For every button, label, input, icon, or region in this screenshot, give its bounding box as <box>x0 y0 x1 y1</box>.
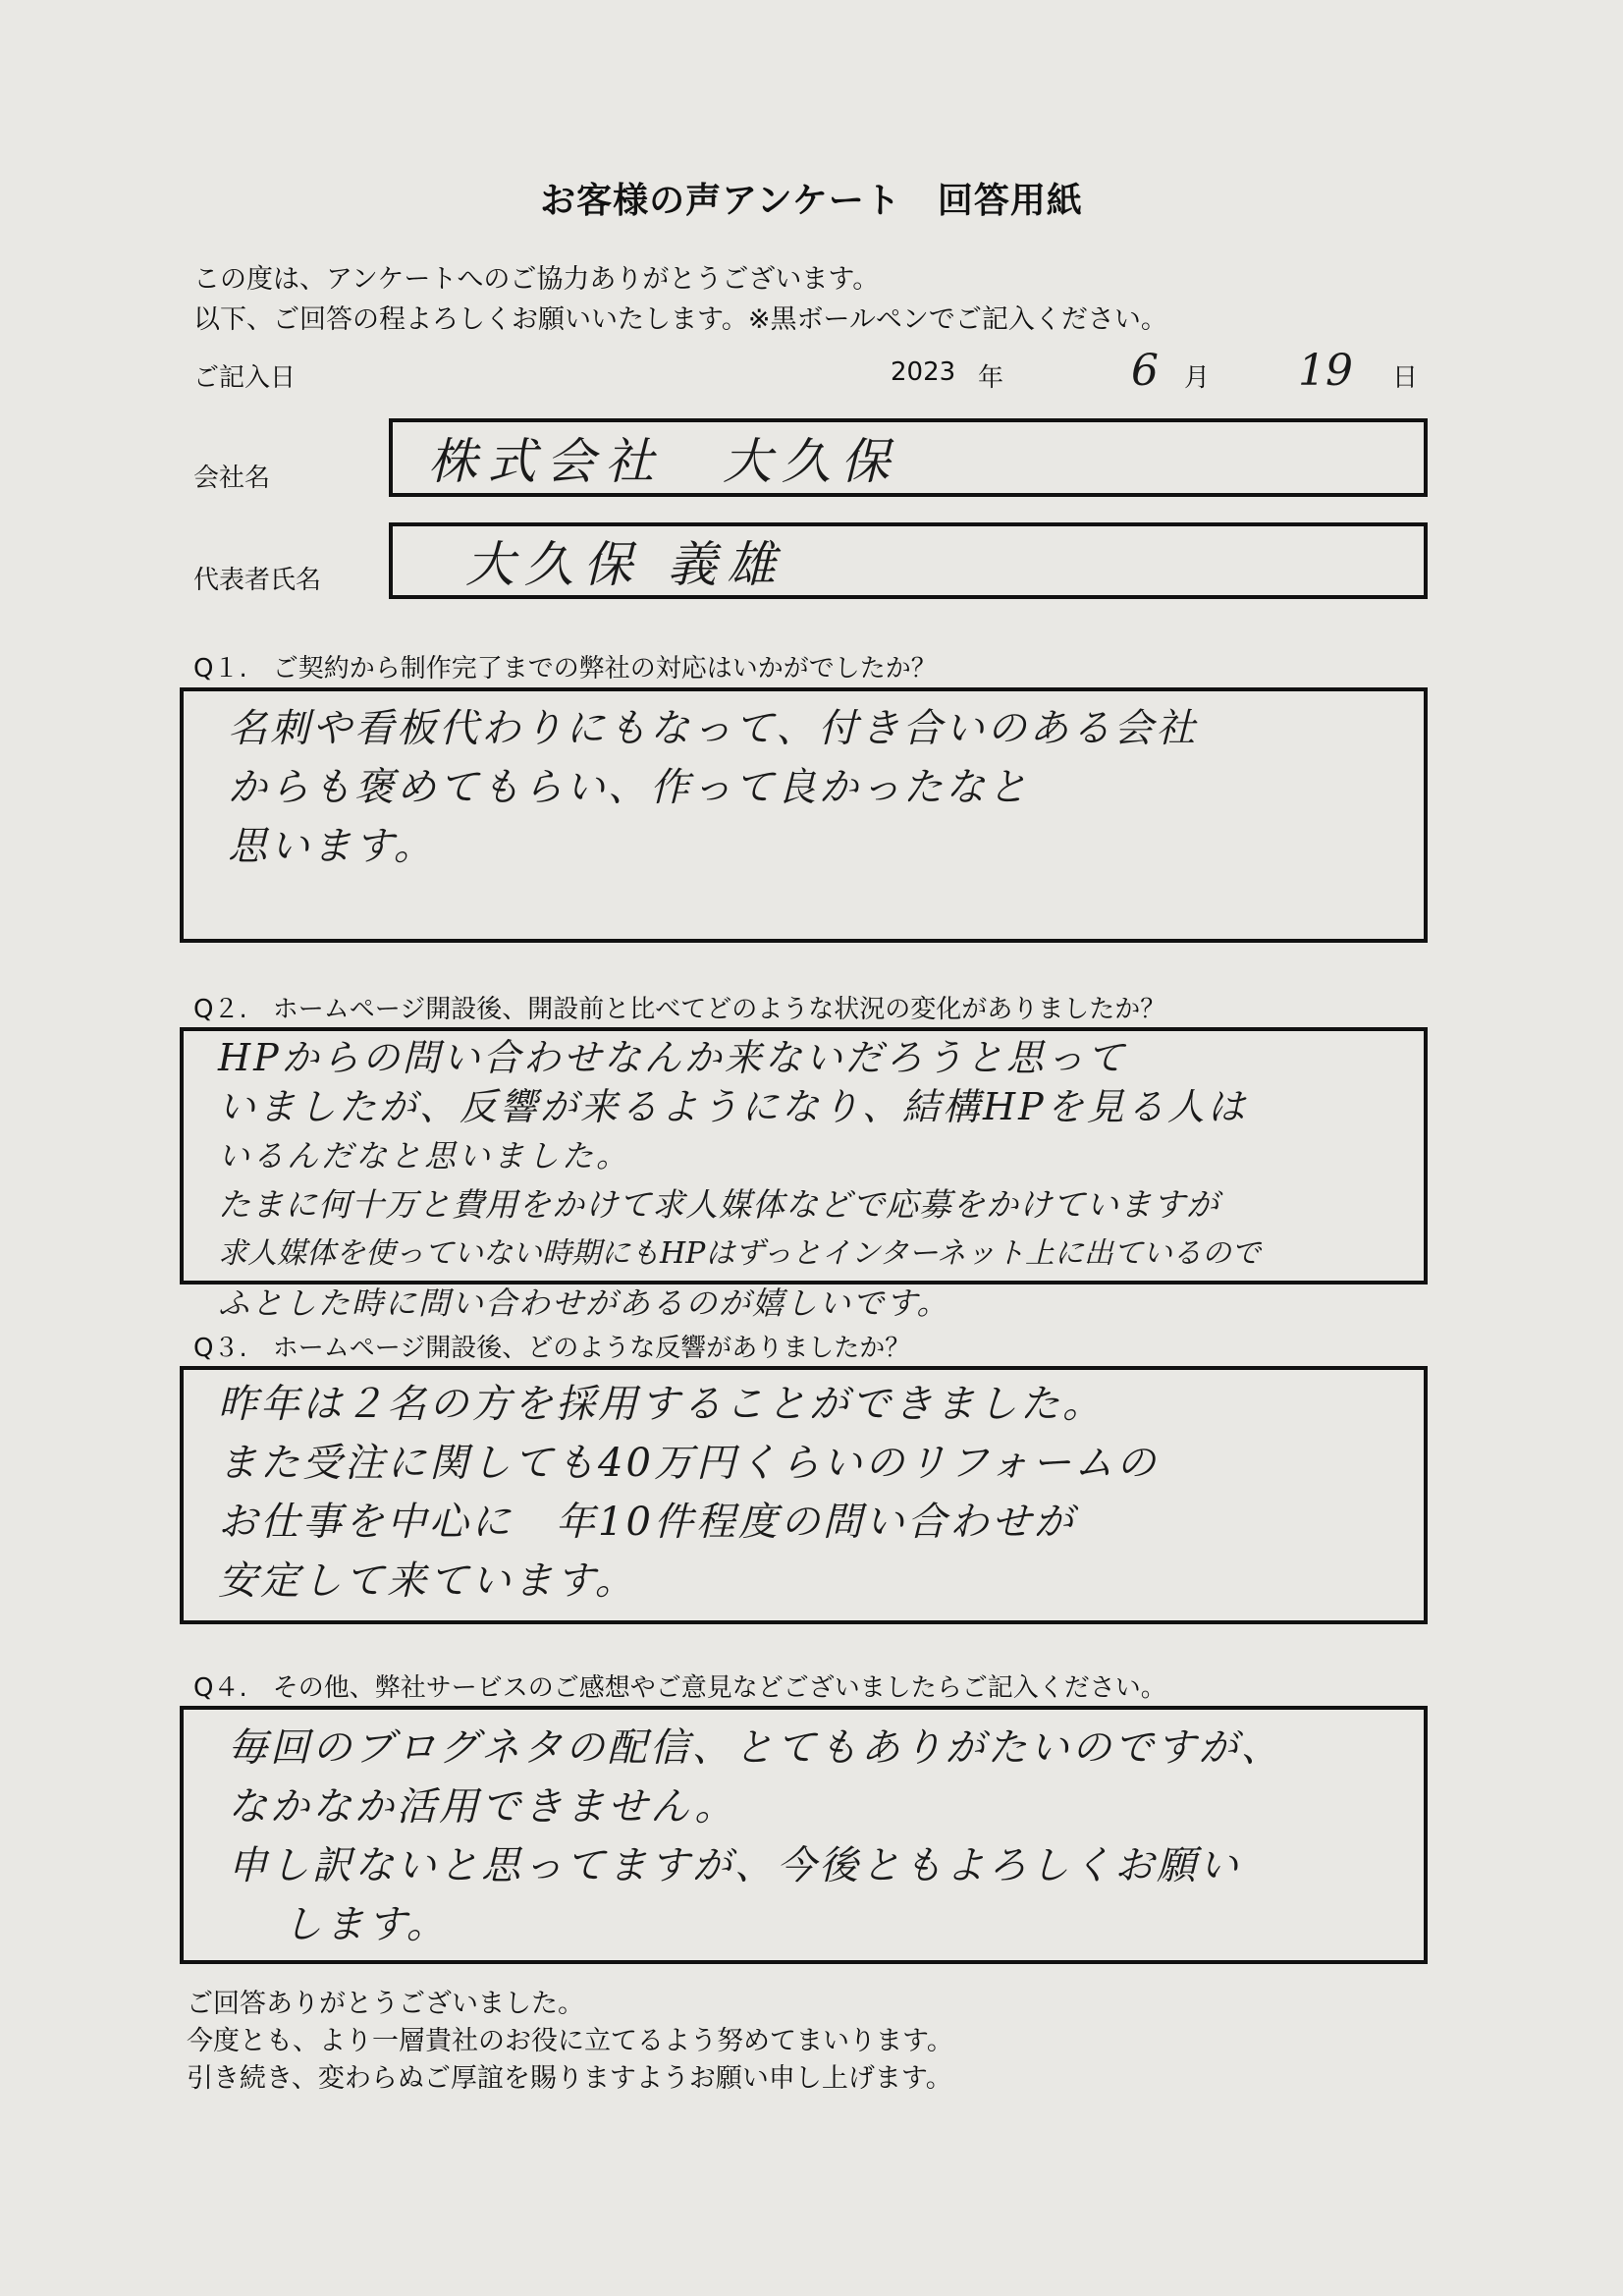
intro-text <box>193 259 1167 340</box>
answer-line: 昨年は２名の方を採用することができました。 <box>218 1382 1105 1427</box>
answer-line: 安定して来ています。 <box>218 1558 637 1604</box>
answer-line: たまに何十万と費用をかけて求人媒体などで応募をかけていますが <box>218 1185 1219 1224</box>
answer-line: からも褒めてもらい、作って良かったなと <box>228 765 1030 810</box>
company-label: 会社名 <box>193 464 271 493</box>
date-day-unit: 日 <box>1392 363 1419 393</box>
date-day-value[interactable]: 19 <box>1298 346 1353 396</box>
answer-line: 求人媒体を使っていない時期にもHPはずっとインターネット上に出ているので <box>218 1236 1261 1271</box>
question-3-label: Q３. ホームページ開設後、どのような反響がありましたか？ <box>193 1334 911 1363</box>
answer-line: お仕事を中心に 年10件程度の問い合わせが <box>218 1500 1076 1545</box>
date-year-unit: 年 <box>978 363 1004 393</box>
question-2-label: Q２. ホームページ開設後、開設前と比べてどのような状況の変化がありましたか？ <box>193 995 1166 1024</box>
answer-line: なかなか活用できません。 <box>228 1784 737 1830</box>
answer-2-text <box>218 1033 1261 1328</box>
closing-line: ご回答ありがとうございました。 <box>187 1989 584 2019</box>
date-label: ご記入日 <box>193 363 297 393</box>
closing-text <box>187 1986 953 2098</box>
answer-line: いましたが、反響が来るようになり、結構HPを見る人は <box>218 1085 1248 1128</box>
closing-line: 今度とも、より一層貴社のお役に立てるよう努めてまいります。 <box>187 2026 953 2056</box>
closing-line: 引き続き、変わらぬご厚誼を賜りますようお願い申し上げます。 <box>187 2063 952 2094</box>
representative-value: 大久保 義雄 <box>465 536 785 593</box>
answer-line: します。 <box>283 1902 449 1947</box>
answer-line: 毎回のブログネタの配信、とてもありがたいのですが、 <box>228 1725 1283 1771</box>
date-year: 2023 <box>891 357 956 387</box>
intro-line: 以下、ご回答の程よろしくお願いいたします。※黒ボールペンでご記入ください。 <box>193 304 1167 335</box>
page-title: お客様の声アンケート 回答用紙 <box>540 181 1083 221</box>
company-value: 株式会社 大久保 <box>428 433 899 490</box>
question-1-label: Q１. ご契約から制作完了までの弊社の対応はいかがでしたか？ <box>193 654 937 683</box>
answer-line: 申し訳ないと思ってますが、今後ともよろしくお願い <box>228 1843 1241 1888</box>
answer-3-text <box>218 1375 1159 1611</box>
answer-line: ふとした時に問い合わせがあるのが嬉しいです。 <box>218 1285 950 1322</box>
representative-field[interactable] <box>389 522 1428 599</box>
answer-line: 思います。 <box>228 824 436 869</box>
answer-4-text <box>228 1719 1283 1954</box>
intro-line: この度は、アンケートへのご協力ありがとうございます。 <box>193 264 880 295</box>
answer-line: また受注に関しても40万円くらいのリフォームの <box>218 1441 1159 1486</box>
date-month-value[interactable]: 6 <box>1131 346 1159 396</box>
answer-1-text <box>228 699 1198 876</box>
answer-line: いるんだなと思いました。 <box>218 1137 631 1175</box>
answer-line: HPからの問い合わせなんか来ないだろうと思って <box>218 1036 1127 1079</box>
company-field[interactable] <box>389 418 1428 497</box>
representative-label: 代表者氏名 <box>193 566 322 595</box>
date-month-unit: 月 <box>1184 363 1211 393</box>
answer-line: 名刺や看板代わりにもなって、付き合いのある会社 <box>228 706 1199 751</box>
question-4-label: Q４. その他、弊社サービスのご感想やご意見などございましたらご記入ください。 <box>193 1673 1166 1703</box>
